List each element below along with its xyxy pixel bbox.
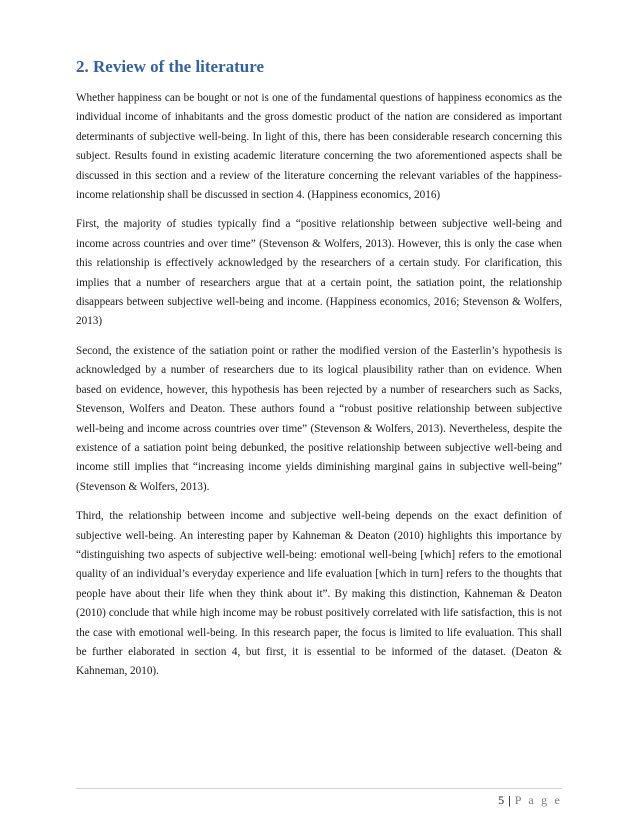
paragraph-income-happiness-intro: Whether happiness can be bought or not is one of the fundamental questions of happiness economics as the individual income of inhabitants and the gross domestic product of the nation are considered as important determinants of subjective well-being. In light of this, there has been considerable research concerning this subject. Results found in existing academic literature concerning the two aforementioned aspects shall be discussed in this section and a review of the literature concerning the relevant variables of the happiness-income relationship shall be discussed in section 4. (Happiness economics, 2016) bbox=[76, 92, 562, 202]
page-label: P a g e bbox=[514, 793, 562, 807]
paragraph-satiation-point: Second, the existence of the satiation point or rather the modified version of the Easterlin’s hypothesis is acknowledged by a number of researchers due to its logical plausibility rather than on evidence. When based on evidence, however, this hypothesis has been rejected by a number of researchers such as Sacks, Stevenson, Wolfers and Deaton. These authors found a “robust positive relationship between subjective well-being and income across countries over time” (Stevenson & Wolfers, 2013). Nevertheless, despite the existence of a satiation point being debunked, the positive relationship between subjective well-being and income still implies that “increasing income yields diminishing marginal gains in subjective well-being” (Stevenson & Wolfers, 2013). bbox=[76, 344, 562, 493]
page-footer bbox=[498, 793, 562, 808]
section-body bbox=[76, 89, 562, 692]
footer-separator: | bbox=[508, 793, 511, 807]
paragraph-definition-well-being: Third, the relationship between income and subjective well-being depends on the exact definition of subjective well-being. An interesting paper by Kahneman & Deaton (2010) highlights this importance by “distinguishing two aspects of subjective well-being: emotional well-being [which] refers to the emotional quality of an individual’s everyday experience and life evaluation [which in turn] refers to the thoughts that people have about their life when they think about it”. By making this distinction, Kahneman & Deaton (2010) conclude that while high income may be robust positively correlated with life satisfaction, this is not the case with emotional well-being. In this research paper, the focus is limited to life evaluation. This shall be further elaborated in section 4, but first, it is essential to be informed of the dataset. (Deaton & Kahneman, 2010). bbox=[76, 510, 562, 678]
paragraph-positive-relationship: First, the majority of studies typically find a “positive relationship between subjective well-being and income across countries and over time” (Stevenson & Wolfers, 2013). However, this is only the case when this relationship is effectively acknowledged by the researchers of a certain study. For clarification, this implies that a number of researchers argue that at a certain point, the satiation point, the relationship disappears between subjective well-being and income. (Happiness economics, 2016; Stevenson & Wolfers, 2013) bbox=[76, 218, 562, 328]
page-number: 5 bbox=[498, 793, 505, 807]
section-heading: 2. Review of the literature bbox=[76, 57, 265, 76]
footer-divider bbox=[76, 788, 562, 789]
